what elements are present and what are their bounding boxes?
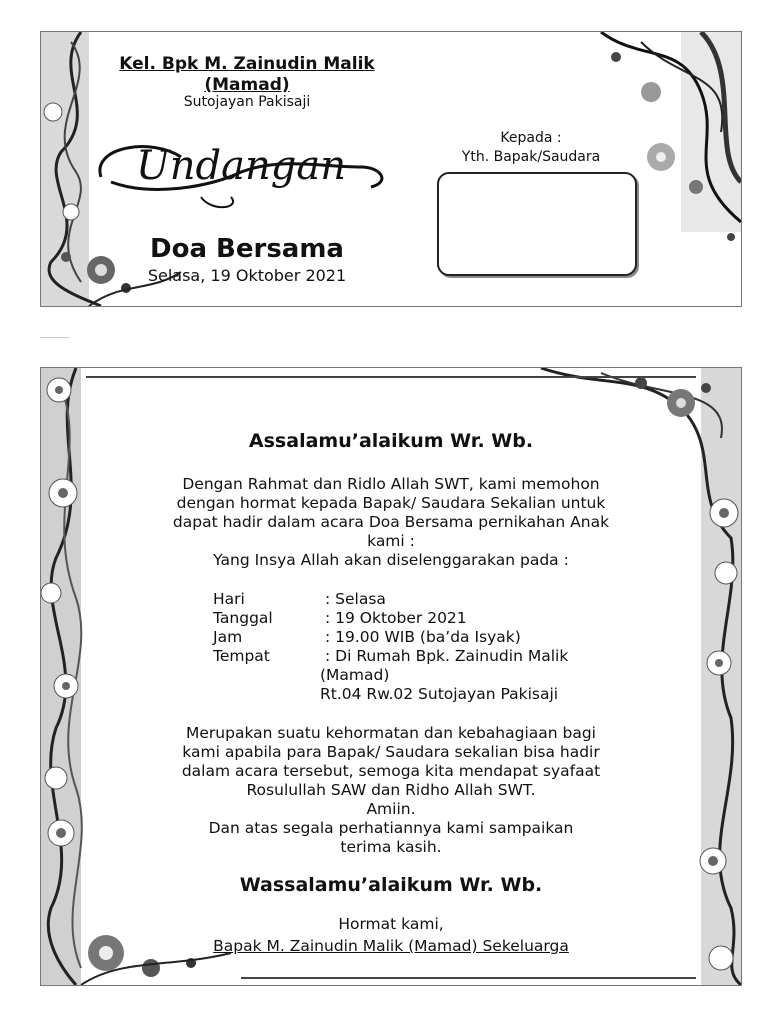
closing-line: Dan atas segala perhatiannya kami sampaikan [208, 819, 574, 837]
closing-line: Amiin. [366, 800, 416, 818]
top-rule [86, 376, 696, 378]
closing-line: Merupakan suatu kehormatan dan kebahagiaan bagi [186, 724, 596, 742]
schedule-label: Tanggal [213, 609, 273, 627]
undangan-script-title [91, 127, 391, 217]
envelope-card [40, 31, 742, 307]
closing-line: dalam acara tersebut, semoga kita mendapat syafaat [181, 762, 601, 780]
family-name [97, 54, 397, 96]
schedule-value: : Selasa [325, 590, 386, 608]
intro-line: dapat hadir dalam acara Doa Bersama pernikahan Anak [172, 513, 610, 531]
family-name-line2: (Mamad) [204, 75, 290, 95]
address-box [437, 172, 637, 276]
schedule-label: Jam [213, 628, 243, 646]
to-label: Kepada : [500, 130, 562, 146]
regards: Hormat kami, [338, 915, 444, 933]
schedule-value: : 19.00 WIB (ba’da Isyak) [325, 628, 521, 646]
schedule-label: Tempat [213, 647, 270, 665]
to-recipient: Yth. Bapak/Saudara [461, 149, 601, 165]
intro-paragraph [116, 475, 666, 570]
event-date: Selasa, 19 Oktober 2021 [147, 266, 347, 285]
intro-line: Yang Insya Allah akan diselenggarakan pada : [213, 551, 569, 569]
schedule-value: Rt.04 Rw.02 Sutojayan Pakisaji [320, 685, 559, 703]
family-address: Sutojayan Pakisaji [183, 94, 311, 110]
farewell: Wassalamu’alaikum Wr. Wb. [239, 874, 543, 896]
intro-line: dengan hormat kepada Bapak/ Saudara Sekalian untuk [176, 494, 606, 512]
event-title: Doa Bersama [150, 234, 344, 264]
intro-line: Dengan Rahmat dan Ridlo Allah SWT, kami memohon [182, 475, 600, 493]
closing-paragraph [116, 724, 666, 857]
undangan-text: Undangan [136, 143, 346, 189]
intro-line: kami : [367, 532, 415, 550]
divider [40, 337, 70, 338]
schedule-value: : 19 Oktober 2021 [325, 609, 467, 627]
schedule-value: (Mamad) [320, 666, 390, 684]
letter-card [40, 367, 742, 986]
closing-line: kami apabila para Bapak/ Saudara sekalian bisa hadir [182, 743, 600, 761]
schedule-label: Hari [213, 590, 245, 608]
schedule-value: : Di Rumah Bpk. Zainudin Malik [325, 647, 569, 665]
signature: Bapak M. Zainudin Malik (Mamad) Sekeluarga [213, 937, 569, 955]
greeting: Assalamu’alaikum Wr. Wb. [248, 430, 534, 452]
bottom-rule [241, 977, 696, 979]
closing-line: terima kasih. [340, 838, 442, 856]
closing-line: Rosulullah SAW dan Ridho Allah SWT. [246, 781, 536, 799]
family-name-line1: Kel. Bpk M. Zainudin Malik [119, 54, 375, 74]
